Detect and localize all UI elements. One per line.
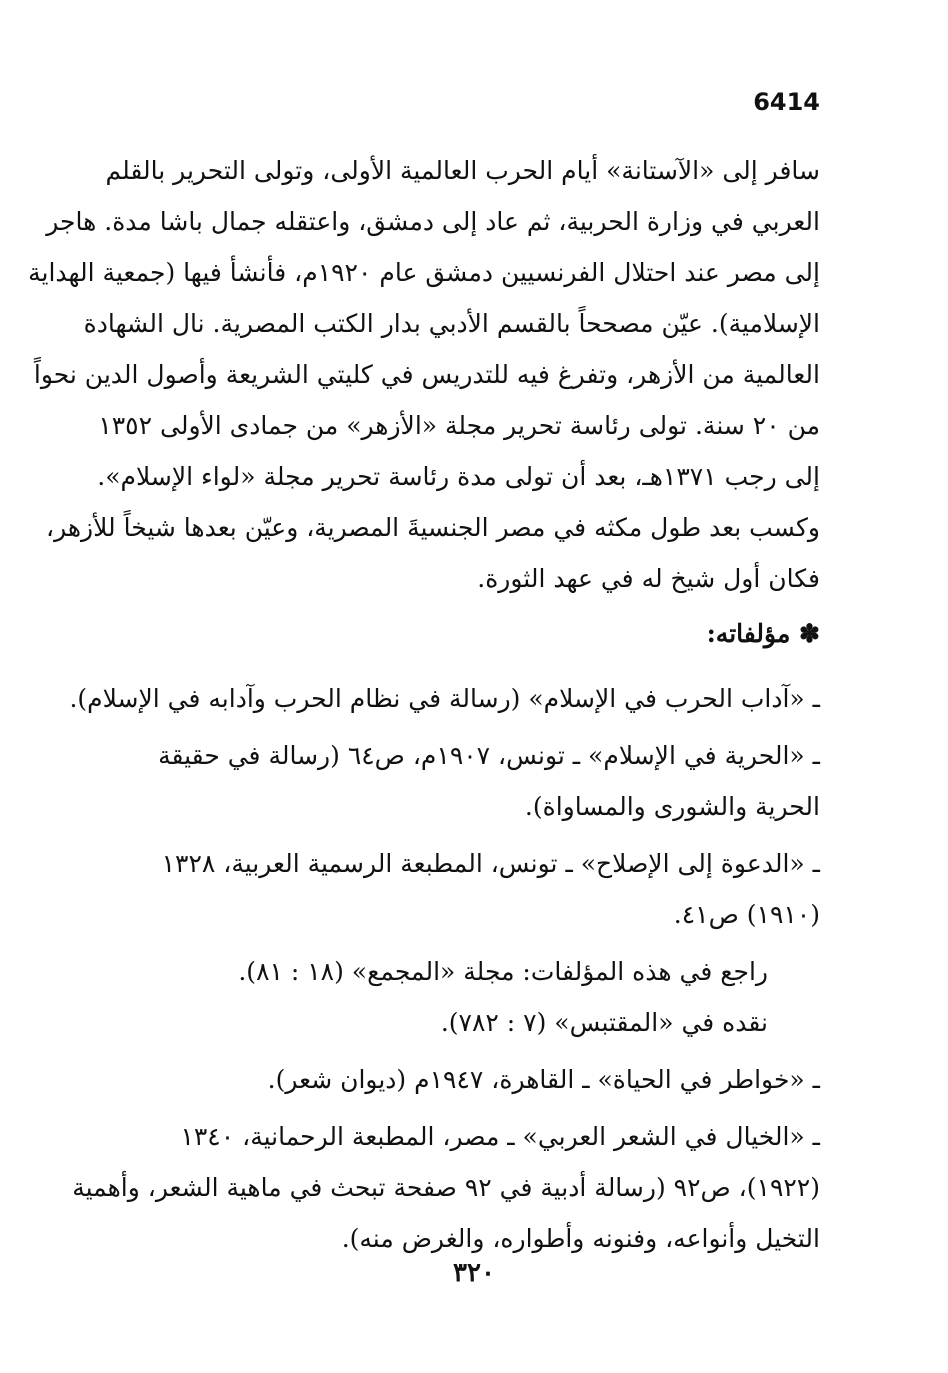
reference-note: نقده في «المقتبس» (٧ : ٧٨٢).	[440, 1008, 768, 1037]
work-item-continuation: (١٩٢٢)، ص٩٢ (رسالة أدبية في ٩٢ صفحة تبحث في ماهية الشعر، وأهمية	[72, 1173, 820, 1202]
page-id: 6414	[753, 88, 820, 116]
reference-note: راجع في هذه المؤلفات: مجلة «المجمع» (١٨ : ٨١).	[238, 957, 768, 986]
page-number: ٣٢٠	[453, 1258, 495, 1288]
paragraph-line: إلى رجب ١٣٧١هـ، بعد أن تولى مدة رئاسة تحرير مجلة «لواء الإسلام».	[97, 462, 820, 491]
work-item: ـ «آداب الحرب في الإسلام» (رسالة في نظام الحرب وآدابه في الإسلام).	[69, 684, 820, 713]
work-item-continuation: الحرية والشورى والمساواة).	[524, 792, 820, 821]
paragraph-line: الإسلامية). عيّن مصححاً بالقسم الأدبي بدار الكتب المصرية. نال الشهادة	[83, 309, 820, 338]
work-item: ـ «الخيال في الشعر العربي» ـ مصر، المطبعة الرحمانية، ١٣٤٠	[180, 1122, 820, 1151]
work-item: ـ «الدعوة إلى الإصلاح» ـ تونس، المطبعة الرسمية العربية، ١٣٢٨	[161, 849, 820, 878]
paragraph-line: العالمية من الأزهر، وتفرغ فيه للتدريس في كليتي الشريعة وأصول الدين نحواً	[33, 360, 820, 389]
paragraph-line: سافر إلى «الآستانة» أيام الحرب العالمية الأولى، وتولى التحرير بالقلم	[105, 156, 820, 185]
paragraph-line: فكان أول شيخ له في عهد الثورة.	[477, 564, 820, 593]
body-text	[28, 145, 820, 1264]
work-item: ـ «الحرية في الإسلام» ـ تونس، ١٩٠٧م، ص٦٤ (رسالة في حقيقة	[158, 741, 820, 770]
paragraph-line: إلى مصر عند احتلال الفرنسيين دمشق عام ١٩٢٠م، فأنشأ فيها (جمعية الهداية	[28, 258, 820, 287]
paragraph-line: من ٢٠ سنة. تولى رئاسة تحرير مجلة «الأزهر» من جمادى الأولى ١٣٥٢	[98, 411, 820, 440]
paragraph-line: العربي في وزارة الحربية، ثم عاد إلى دمشق، واعتقله جمال باشا مدة. هاجر	[46, 207, 820, 236]
work-item-continuation: التخيل وأنواعه، وفنونه وأطواره، والغرض منه).	[341, 1224, 820, 1253]
paragraph-line: وكسب بعد طول مكثه في مصر الجنسيةَ المصرية، وعيّن بعدها شيخاً للأزهر،	[46, 513, 820, 542]
works-heading: ✽ مؤلفاته:	[706, 619, 820, 648]
work-item: ـ «خواطر في الحياة» ـ القاهرة، ١٩٤٧م (ديوان شعر).	[267, 1065, 820, 1094]
work-item-continuation: (١٩١٠) ص٤١.	[673, 900, 820, 929]
